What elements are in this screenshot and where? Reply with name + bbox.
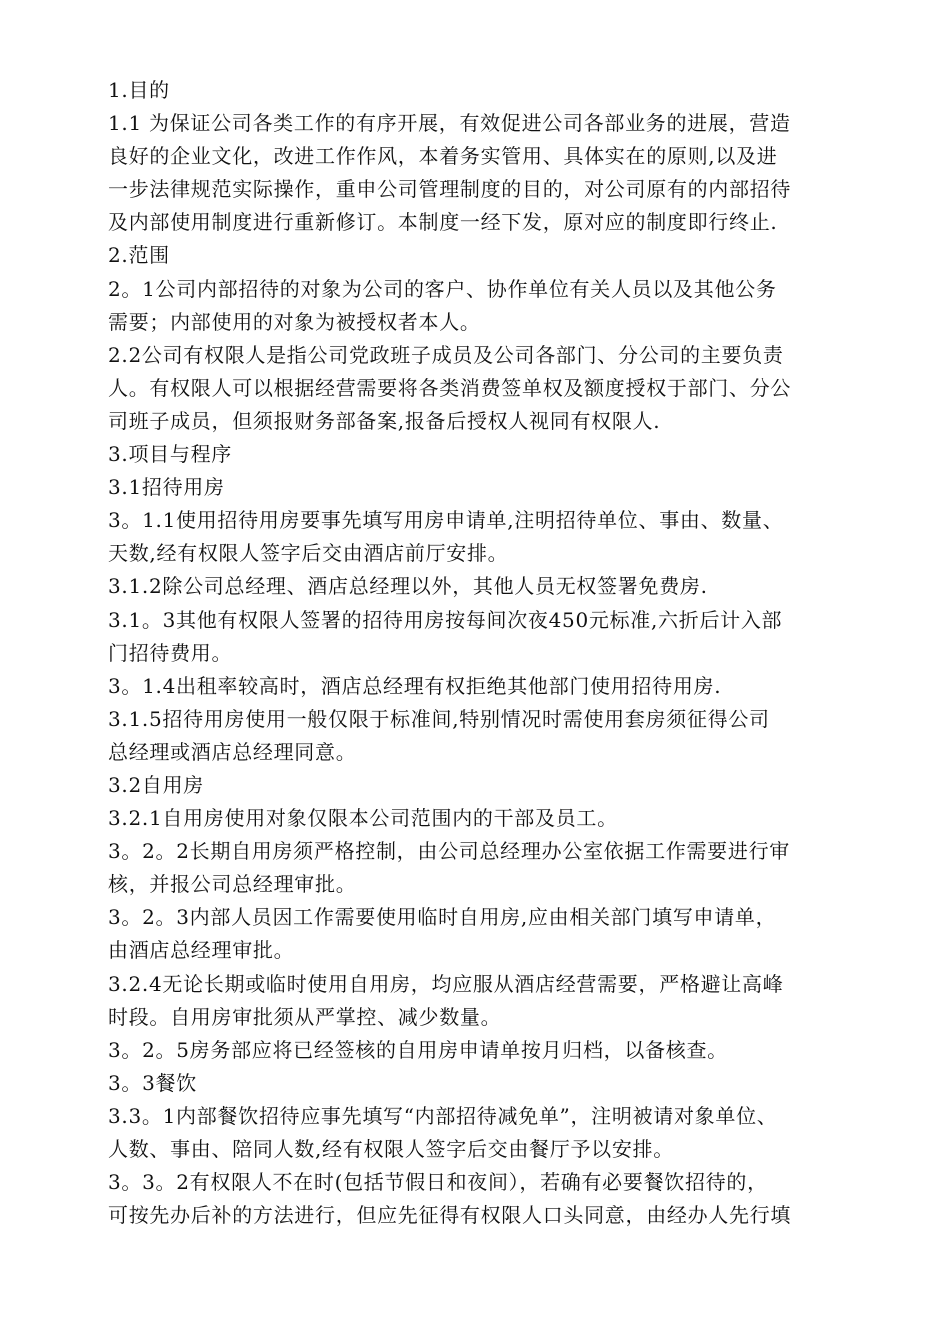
paragraph-line: 由酒店总经理审批。 (108, 938, 295, 963)
paragraph-line: 总经理或酒店总经理同意。 (108, 739, 357, 764)
paragraph-line: 可按先办后补的方法进行，但应先征得有权限人口头同意，由经办人先行填 (108, 1203, 792, 1228)
paragraph-line: 3。2。5房务部应将已经签核的自用房申请单按月归档，以备核查。 (108, 1037, 728, 1062)
paragraph-line: 3.1.5招待用房使用一般仅限于标准间,特别情况时需使用套房须征得公司 (108, 706, 770, 731)
paragraph-line: 门招待费用。 (108, 640, 233, 665)
document-body (108, 74, 853, 1232)
paragraph-line: 2.2公司有权限人是指公司党政班子成员及公司各部门、分公司的主要负责 (108, 342, 784, 367)
section-heading: 1.目的 (108, 78, 170, 102)
paragraph-line: 3.1。3其他有权限人签署的招待用房按每间次夜450元标准,六折后计入部 (108, 607, 783, 632)
paragraph-line: 3.1.2除公司总经理、酒店总经理以外，其他人员无权签署免费房. (108, 574, 708, 599)
paragraph-line: 良好的企业文化，改进工作作风，本着务实管用、具体实在的原则,以及进 (108, 144, 778, 169)
subsection-heading: 3.2自用房 (108, 772, 205, 797)
paragraph-line: 3.2.4无论长期或临时使用自用房，均应服从酒店经营需要，严格避让高峰 (108, 971, 784, 996)
paragraph-line: 1.1 为保证公司各类工作的有序开展，有效促进公司各部业务的进展，营造 (108, 111, 791, 136)
subsection-heading: 3.1招待用房 (108, 475, 225, 500)
paragraph-line: 人。有权限人可以根据经营需要将各类消费签单权及额度授权于部门、分公 (108, 375, 792, 400)
section-heading: 3.项目与程序 (108, 442, 232, 467)
paragraph-line: 时段。自用房审批须从严掌控、减少数量。 (108, 1004, 502, 1029)
paragraph-line: 3。2。3内部人员因工作需要使用临时自用房,应由相关部门填写申请单， (108, 905, 777, 930)
subsection-heading: 3。3餐饮 (108, 1070, 197, 1095)
paragraph-line: 2。1公司内部招待的对象为公司的客户、协作单位有关人员以及其他公务 (108, 276, 777, 301)
paragraph-line: 需要；内部使用的对象为被授权者本人。 (108, 309, 481, 334)
paragraph-line: 天数,经有权限人签字后交由酒店前厅安排。 (108, 541, 509, 566)
paragraph-line: 3.2.1自用房使用对象仅限本公司范围内的干部及员工。 (108, 806, 618, 831)
paragraph-line: 3。1.1使用招待用房要事先填写用房申请单,注明招待单位、事由、数量、 (108, 508, 784, 533)
paragraph-line: 3。1.4出租率较高时，酒店总经理有权拒绝其他部门使用招待用房. (108, 673, 722, 698)
paragraph-line: 司班子成员，但须报财务部备案,报备后授权人视同有权限人. (108, 408, 661, 433)
paragraph-line: 3.3。1内部餐饮招待应事先填写“内部招待减免单”，注明被请对象单位、 (108, 1103, 778, 1128)
paragraph-line: 一步法律规范实际操作，重申公司管理制度的目的，对公司原有的内部招待 (108, 177, 792, 202)
paragraph-line: 人数、事由、陪同人数,经有权限人签字后交由餐厅予以安排。 (108, 1137, 674, 1161)
paragraph-line: 核，并报公司总经理审批。 (108, 872, 357, 897)
paragraph-line: 3。2。2长期自用房须严格控制，由公司总经理办公室依据工作需要进行审 (108, 839, 790, 864)
section-heading: 2.范围 (108, 243, 170, 268)
paragraph-line: 及内部使用制度进行重新修订。本制度一经下发，原对应的制度即行终止. (108, 210, 778, 235)
paragraph-line: 3。3。2有权限人不在时(包括节假日和夜间），若确有必要餐饮招待的， (108, 1170, 768, 1195)
